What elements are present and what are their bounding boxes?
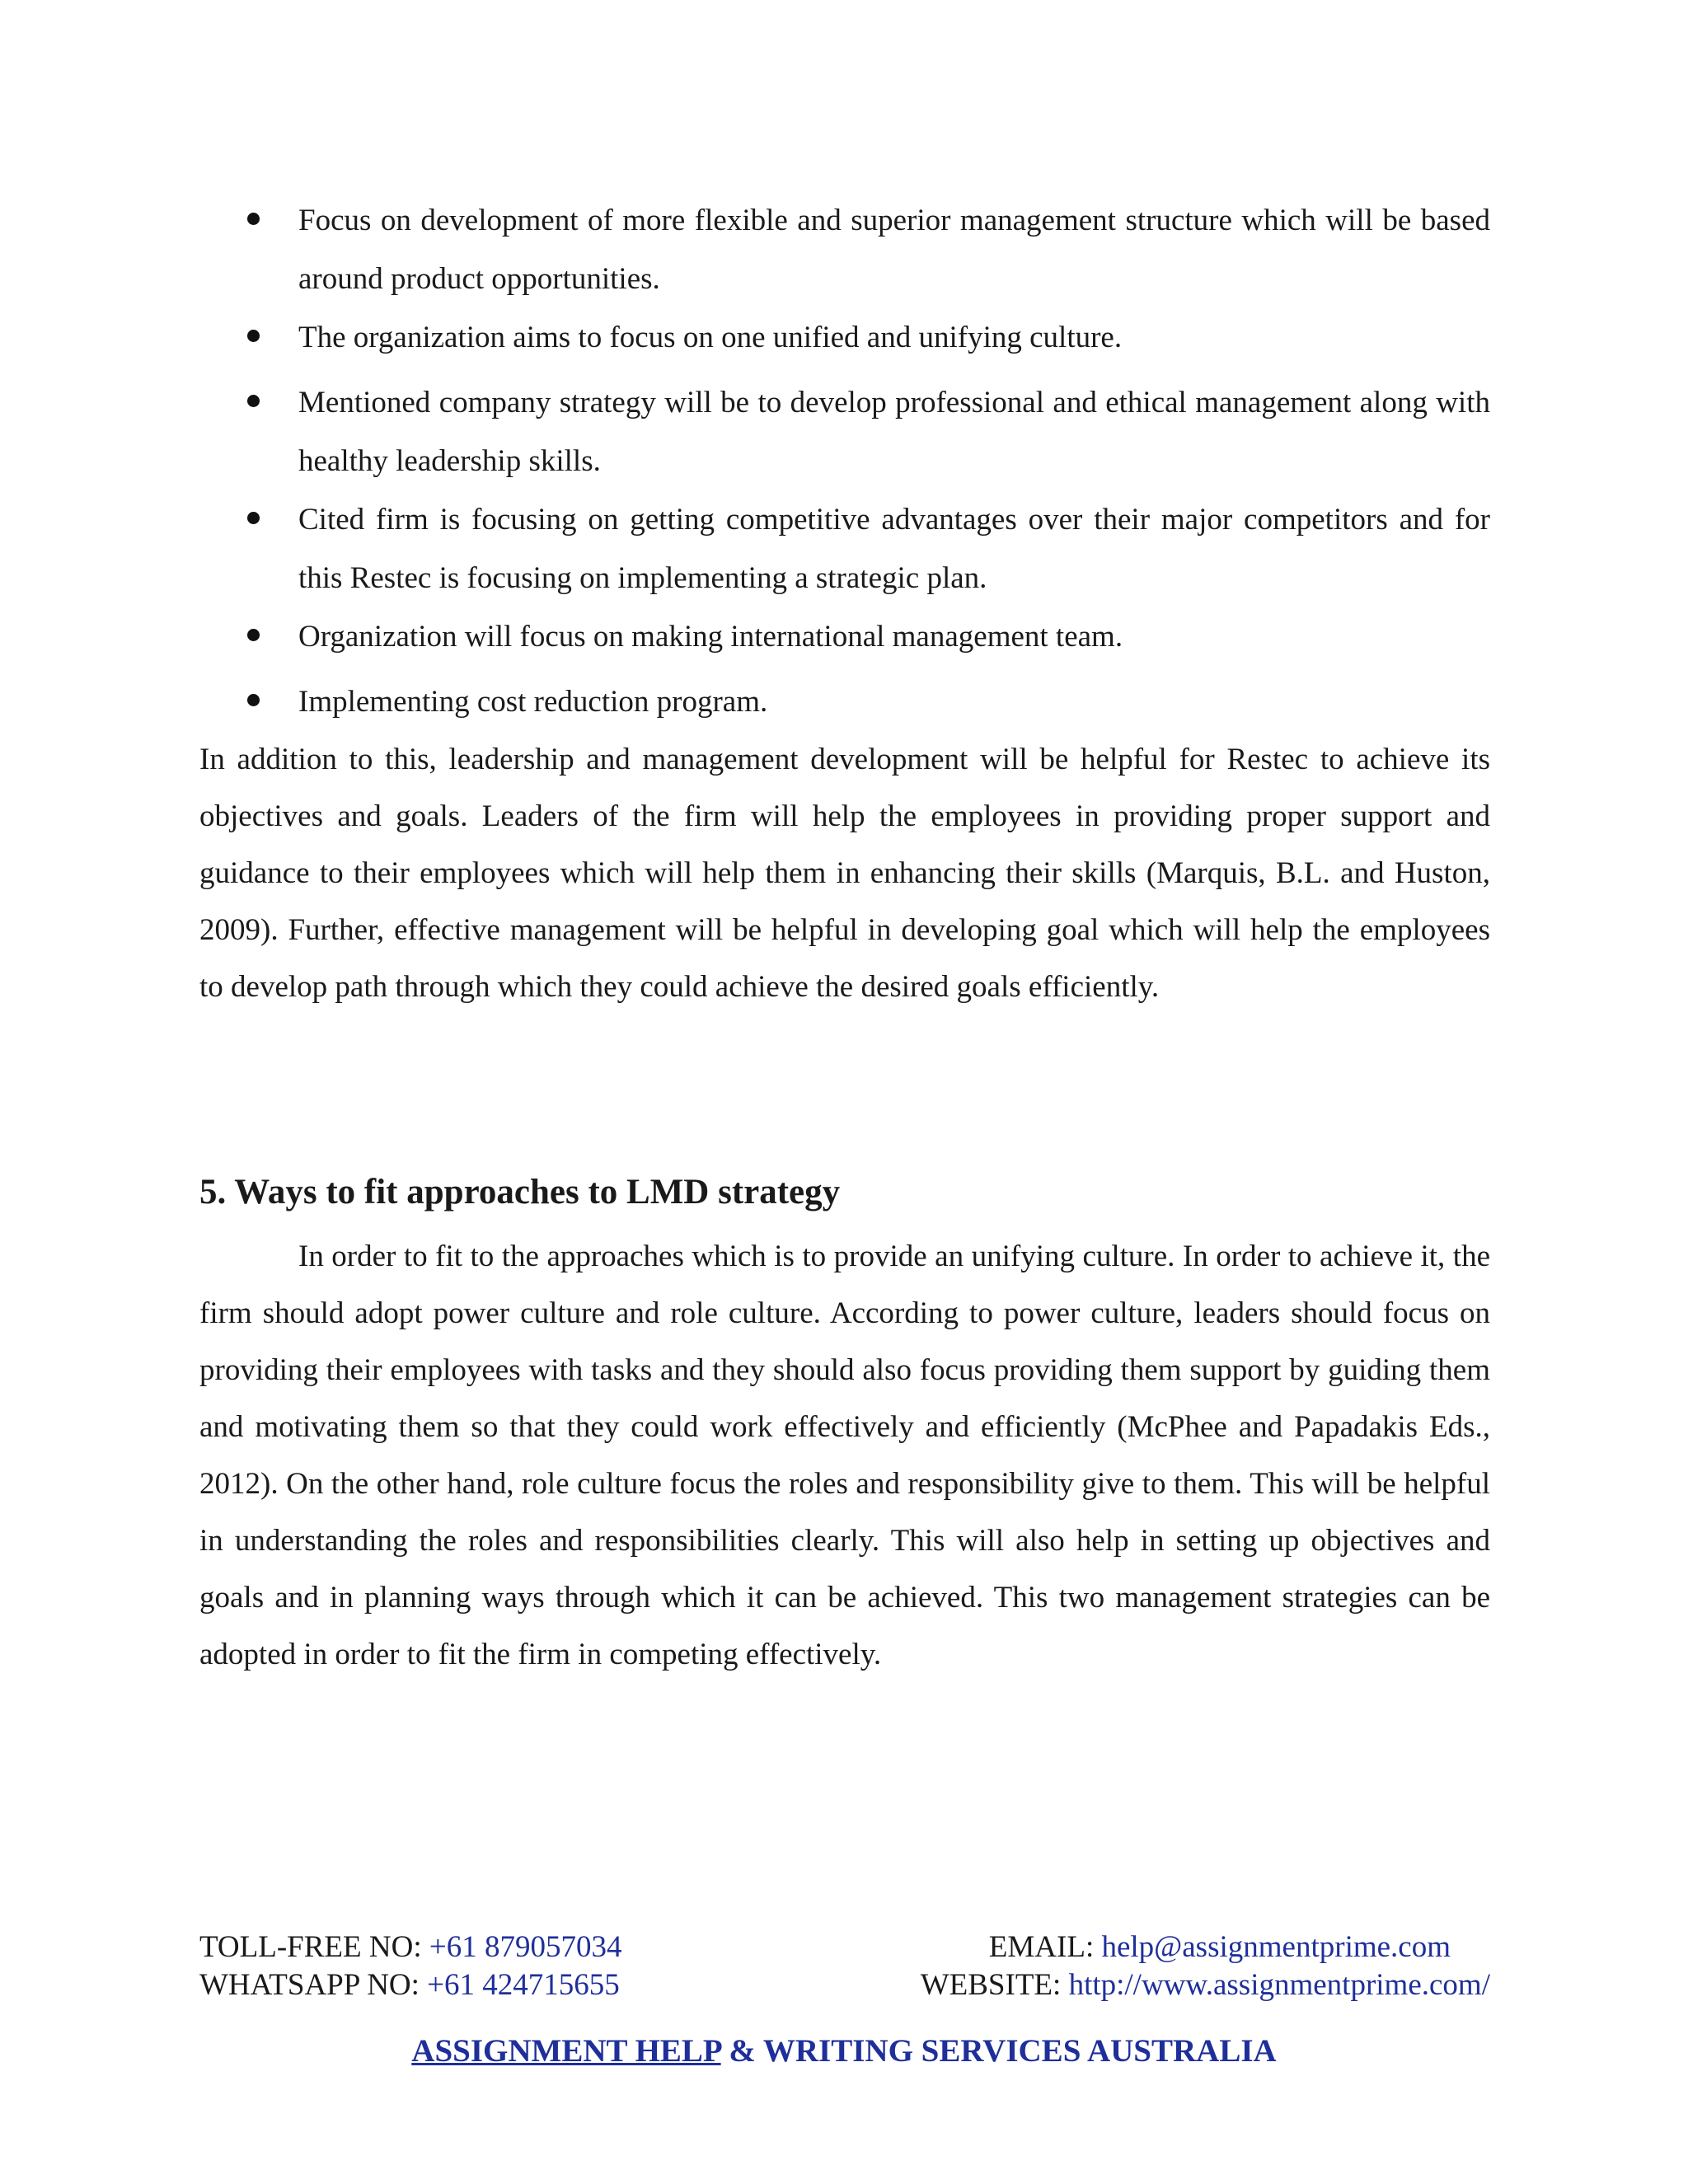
list-item (199, 490, 1490, 607)
website-label: WEBSITE: (920, 1968, 1069, 2002)
section-heading: 5. Ways to fit approaches to LMD strategy (199, 1173, 841, 1212)
section-paragraph: In order to fit to the approaches which is to provide an unifying culture. In order to achieve it, the firm should adopt power culture and role culture. According to power culture, leaders should focus on providing their employees with tasks and they should also focus providing them support by guiding them and motivating them so that they could work effectively and efficiently (McPhee and Papadakis Eds., 2012). On the other hand, role culture focus the roles and responsibility give to them. This will be helpful in understanding the roles and responsibilities clearly. This will also help in setting up objectives and goals and in planning ways through which it can be achieved. This two management strategies can be adopted in order to fit the firm in competing effectively. (199, 1240, 1490, 1671)
list-item (199, 191, 1490, 308)
tollfree-line (199, 1929, 776, 1966)
whatsapp-label: WHATSAPP NO: (199, 1968, 428, 2002)
footer-tagline (0, 2032, 1688, 2069)
list-item (199, 607, 1490, 666)
bullet-icon (247, 694, 260, 706)
bullet-icon (247, 512, 260, 524)
tagline-text: & WRITING SERVICES AUSTRALIA (720, 2033, 1277, 2069)
bullet-list (199, 191, 1490, 731)
list-item (199, 308, 1490, 367)
bullet-text: Mentioned company strategy will be to develop professional and ethical management along with healthy leadership skills. (298, 386, 1490, 478)
tollfree-number[interactable]: +61 879057034 (429, 1930, 622, 1964)
tollfree-label: TOLL-FREE NO: (199, 1930, 429, 1964)
list-item (199, 373, 1490, 490)
bullet-text: Cited firm is focusing on getting competitive advantages over their major competitors and for this Restec is focusing on implementing a strategic plan. (298, 503, 1490, 595)
email-label: EMAIL: (988, 1930, 1102, 1964)
bullet-icon (247, 629, 260, 641)
assignment-help-link[interactable]: ASSIGNMENT HELP (411, 2033, 721, 2069)
bullet-icon (247, 330, 260, 342)
whatsapp-number[interactable]: +61 424715655 (427, 1968, 620, 2002)
email-line (989, 1929, 1490, 1966)
website-link[interactable]: http://www.assignmentprime.com/ (1068, 1968, 1490, 2002)
list-item (199, 673, 1490, 731)
website-line (921, 1966, 1490, 2004)
bullet-text: Organization will focus on making international management team. (298, 620, 1123, 654)
email-link[interactable]: help@assignmentprime.com (1101, 1930, 1451, 1964)
body-paragraph: In addition to this, leadership and management development will be helpful for Restec to achieve its objectives and goals. Leaders of the firm will help the employees in providing proper support and guidance to their employees which will help them in enhancing their skills (Marquis, B.L. and Huston, 2009). Further, effective management will be helpful in developing goal which will help the employees to develop path through which they could achieve the desired goals efficiently. (199, 743, 1490, 1004)
bullet-text: The organization aims to focus on one unified and unifying culture. (298, 321, 1123, 354)
bullet-text: Implementing cost reduction program. (298, 685, 768, 719)
bullet-icon (247, 213, 260, 225)
contact-footer (199, 1929, 1490, 2004)
page-content (199, 191, 1490, 1683)
footer-row-1 (199, 1929, 1490, 1966)
bullet-icon (247, 395, 260, 407)
whatsapp-line (199, 1966, 776, 2004)
bullet-text: Focus on development of more flexible and superior management structure which will be based around product opportunities. (298, 204, 1490, 296)
footer-row-2 (199, 1966, 1490, 2004)
